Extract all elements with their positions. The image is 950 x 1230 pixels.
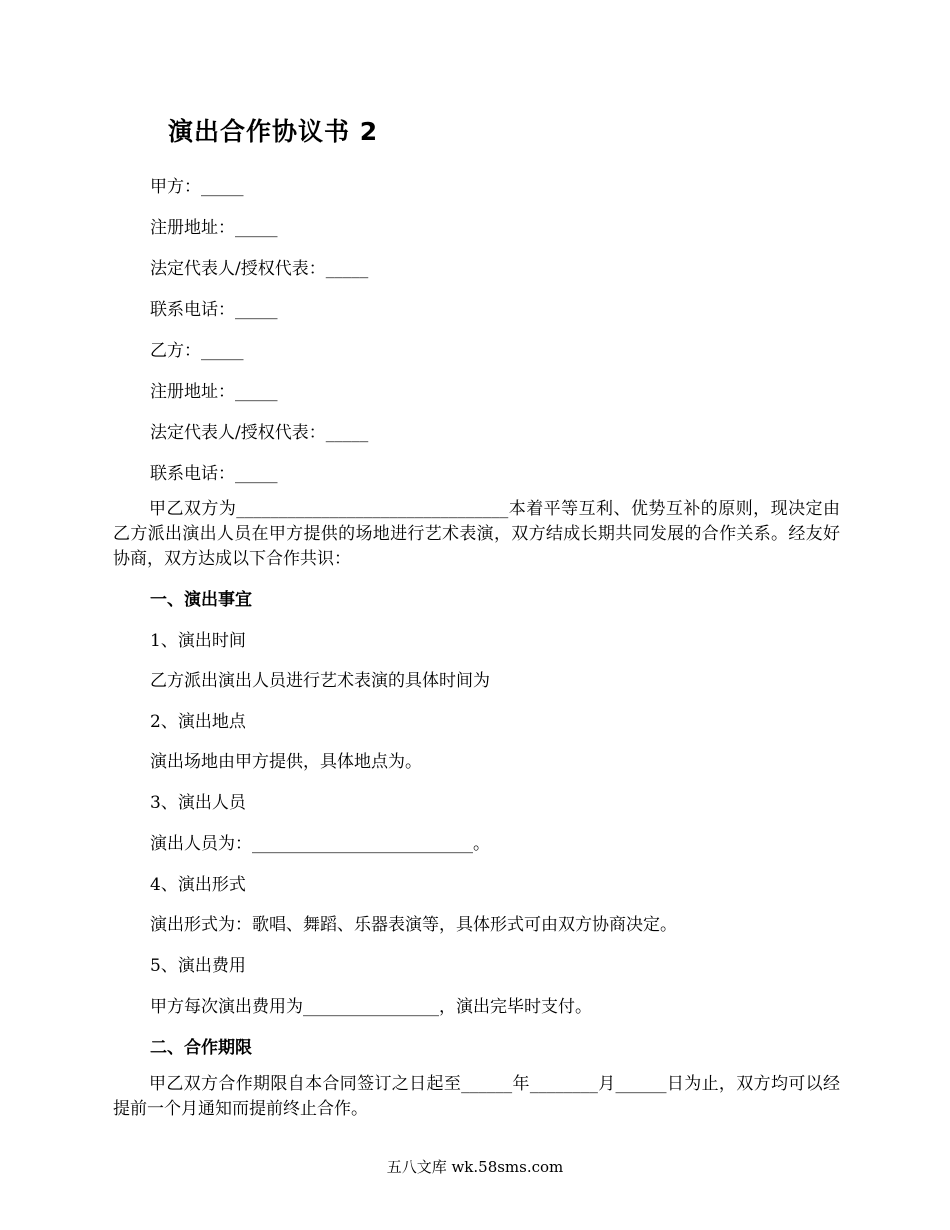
party-a-representative: 法定代表人/授权代表：_____ (150, 259, 369, 279)
party-a-name: 甲方：_____ (150, 177, 244, 197)
item-label: 1、演出时间 (150, 631, 246, 651)
party-b-address: 注册地址：_____ (150, 382, 278, 402)
item-label: 4、演出形式 (150, 875, 246, 895)
party-b-representative: 法定代表人/授权代表：_____ (150, 423, 369, 443)
item-text: 乙方派出演出人员进行艺术表演的具体时间为 (150, 671, 490, 691)
party-b-name: 乙方：_____ (150, 341, 244, 361)
item-text: 演出形式为：歌唱、舞蹈、乐器表演等，具体形式可由双方协商决定。 (150, 915, 677, 935)
party-a-phone: 联系电话：_____ (150, 300, 278, 320)
party-a-address: 注册地址：_____ (150, 218, 278, 238)
item-text: 甲方每次演出费用为________________，演出完毕时支付。 (150, 997, 592, 1017)
section1-heading: 一、演出事宜 (150, 590, 252, 610)
item-label: 2、演出地点 (150, 712, 246, 732)
item-text: 演出人员为：__________________________。 (150, 834, 490, 854)
item-label: 3、演出人员 (150, 793, 246, 813)
footer-watermark: 五八文库 wk.58sms.com (386, 1158, 564, 1176)
intro-paragraph: 甲乙双方为________________________________本着平等互利、优势互补的原则，现决定由乙方派出演出人员在甲方提供的场地进行艺术表演，双方结成长期共同发展的合作关系。经友好协商，双方达成以下合作共识： (113, 499, 840, 569)
document-title: 演出合作协议书 2 (168, 117, 379, 146)
section2-heading: 二、合作期限 (150, 1038, 252, 1058)
item-label: 5、演出费用 (150, 956, 246, 976)
party-b-phone: 联系电话：_____ (150, 464, 278, 484)
item-text: 演出场地由甲方提供，具体地点为。 (150, 752, 422, 772)
section2-paragraph: 甲乙双方合作期限自本合同签订之日起至______年________月______日为止，双方均可以经提前一个月通知而提前终止合作。 (113, 1074, 840, 1119)
